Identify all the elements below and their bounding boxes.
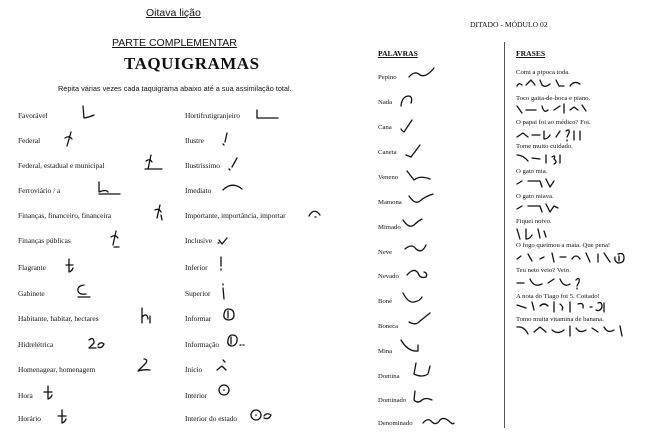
word-item: Dominado [378,397,407,404]
phrase-item: Fiquei noivo. [516,218,552,225]
section-subtitle: PARTE COMPLEMENTAR [112,37,237,49]
word-item: Caneta [378,149,397,156]
shorthand-symbol [214,358,230,374]
shorthand-symbol [514,150,570,168]
phrase-item: O fogo queimou a mata. Que pena! [516,242,611,249]
shorthand-symbol [220,130,232,148]
term-label: Interior [185,391,208,400]
shorthand-symbol [514,76,584,92]
term-label: Favorável [18,111,48,120]
word-item: Nada [378,99,393,106]
shorthand-symbol [406,310,434,332]
term-label: Imediato [185,186,212,195]
term-label: Inferior [185,263,208,272]
phrase-item: A nota do Tiago foi 5. Coitado! [516,293,600,300]
shorthand-symbol [400,214,426,234]
term-label: Habitante, habitar, hectares [18,314,99,323]
term-label: Importante, importância, importar [185,211,286,220]
term-label: Ferroviário / a [18,186,61,195]
term-label: Superior [185,289,211,298]
shorthand-symbol [138,306,154,326]
shorthand-symbol [514,225,550,243]
shorthand-symbol [402,142,424,162]
term-label: Inclusive [185,236,213,245]
shorthand-symbol [80,104,100,122]
term-label: Homenagear, homenagem [18,365,96,374]
word-item: Veneno [378,174,399,181]
shorthand-symbol [63,256,77,276]
word-item: Pepino [378,74,397,81]
word-item: Domina [378,373,400,380]
module-header: DITADO - MÓDULO 02 [470,20,548,29]
word-item: Nevado [378,273,399,280]
shorthand-symbol [134,356,154,376]
shorthand-symbol [398,336,422,358]
term-label: Informação [185,340,220,349]
phrase-item: O papai foi ao médico? Foi. [516,119,591,126]
term-label: Hortifrutigranjeiro [185,111,241,120]
shorthand-symbol [56,408,70,428]
shorthand-symbol [248,406,276,424]
shorthand-symbol [86,334,108,352]
shorthand-symbol [404,264,432,284]
shorthand-symbol [220,306,238,324]
shorthand-symbol [398,117,416,137]
shorthand-symbol [152,203,166,223]
shorthand-symbol [514,274,590,292]
shorthand-symbol [220,180,244,194]
shorthand-symbol [74,282,94,300]
shorthand-symbol [402,240,430,258]
shorthand-symbol [406,64,438,82]
shorthand-symbol [404,166,434,186]
term-label: Ilustríssimo [185,161,220,170]
term-label: Finanças, financeiro, financeira [18,211,112,220]
word-item: Boné [378,298,393,305]
column-divider [504,42,505,428]
shorthand-symbol [42,384,56,404]
phrase-item: Tomo muita vitamina de banana. [516,316,604,323]
phrase-item: Tome muito cuidado. [516,143,573,150]
shorthand-symbol [142,153,164,173]
phrase-item: Comi a pipoca toda. [516,69,570,76]
word-item: Neve [378,249,393,256]
shorthand-symbol [406,190,436,210]
shorthand-symbol [420,412,458,430]
phrase-item: O gato mia. [516,168,548,175]
term-label: Federal [18,136,41,145]
term-label: Início [185,365,203,374]
phrase-item: Teu neto veio? Veio. [516,267,571,274]
shorthand-symbol [514,298,614,316]
shorthand-symbol [397,92,417,112]
word-item: Mamona [378,199,402,206]
shorthand-symbol [514,175,558,191]
term-label: Finanças públicas [18,236,71,245]
shorthand-symbol [216,382,232,398]
term-label: Horário [18,414,41,423]
term-label: Hora [18,391,33,400]
instruction-text: Repita várias vezes cada taquigrama abaixo até a sua assimilação total. [58,84,292,93]
frases-heading: FRASES [516,49,546,58]
shorthand-symbol [306,205,324,219]
word-item: Boneca [378,323,399,330]
shorthand-symbol [514,126,588,144]
phrase-item: O gato miava. [516,193,554,200]
term-label: Ilustre [185,136,204,145]
shorthand-symbol [216,233,230,247]
term-label: Gabinete [18,289,45,298]
word-item: Cana [378,124,392,131]
shorthand-symbol [224,332,246,350]
shorthand-symbol [514,101,590,117]
term-label: Federal, estadual e municipal [18,161,105,170]
word-item: Mina [378,348,393,355]
shorthand-symbol [216,255,226,275]
shorthand-symbol [96,180,122,198]
term-label: Informar [185,314,212,323]
shorthand-symbol [514,249,638,267]
shorthand-symbol [219,282,229,302]
term-label: Interior do estado [185,414,238,423]
shorthand-symbol [410,360,436,382]
shorthand-symbol [254,108,280,122]
term-label: Flagrante [18,263,46,272]
shorthand-symbol [226,156,240,172]
shorthand-symbol [410,388,436,408]
shorthand-symbol [514,200,562,216]
phrase-item: Toco gaita-de-boca e piano. [516,95,591,102]
shorthand-symbol [108,229,122,251]
page-heading: TAQUIGRAMAS [124,54,260,73]
term-label: Hidrelétrica [18,340,54,349]
shorthand-symbol [514,322,628,342]
word-item: Denominado [378,420,413,427]
lesson-title: Oitava lição [146,7,201,19]
shorthand-symbol [62,130,76,150]
shorthand-symbol [400,289,426,307]
word-item: Mimado [378,224,401,231]
palavras-heading: PALAVRAS [378,49,418,58]
